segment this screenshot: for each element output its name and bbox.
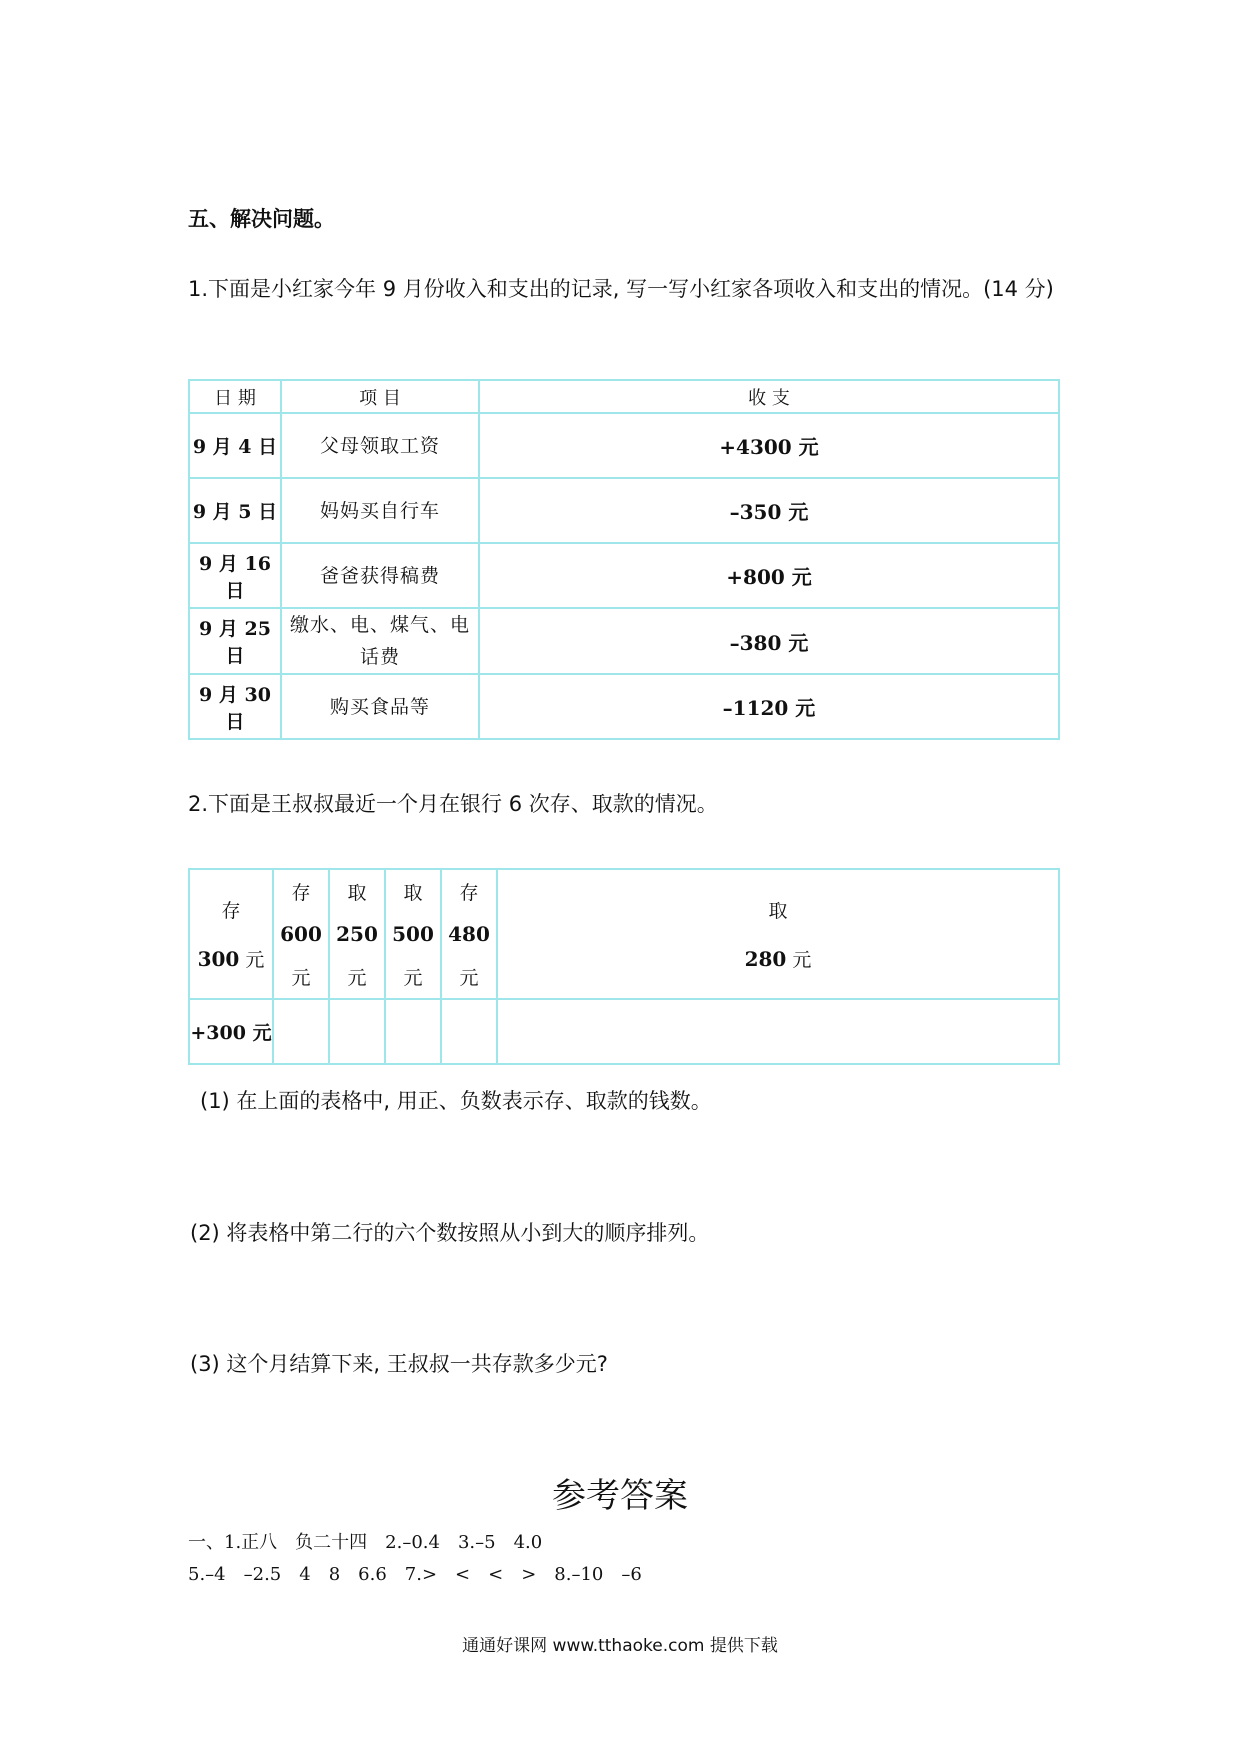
row-item: 购买食品等 [281,674,479,739]
question-2-text: 2.下面是王叔叔最近一个月在银行 6 次存、取款的情况。 [188,792,718,816]
row-item: 父母领取工资 [281,413,479,478]
answer-blank-cell[interactable] [329,999,385,1064]
sub-question-2: (2) 将表格中第二行的六个数按照从小到大的顺序排列。 [190,1221,710,1245]
answer-blank-cell[interactable] [273,999,329,1064]
transaction-cell [273,869,329,999]
transaction-amount: 300 [197,947,240,971]
signed-amount-cell: +300 元 [189,999,273,1064]
transaction-action: 取 [768,900,788,922]
sub-question-3: (3) 这个月结算下来, 王叔叔一共存款多少元? [190,1352,608,1376]
transaction-amount: 280 [744,947,787,971]
row-item: 妈妈买自行车 [281,478,479,543]
transaction-unit: 元 [347,967,367,989]
answer-blank-cell[interactable] [385,999,441,1064]
row-amount: –1120 元 [479,674,1059,739]
transaction-cell [385,869,441,999]
answers-line-2: 5.–4 –2.5 4 8 6.6 7.> < < > 8.–10 –6 [188,1564,642,1585]
table-row [189,413,1059,478]
transaction-amount: 500 [392,922,434,946]
transaction-amount: 600 [280,922,322,946]
table-row [189,608,1059,674]
row-date: 9 月 4 日 [189,413,281,478]
transaction-amount: 480 [448,922,490,946]
row-date: 9 月 16 日 [189,543,281,608]
question-1-text: 1.下面是小红家今年 9 月份收入和支出的记录, 写一写小红家各项收入和支出的情况。(14 分) [188,277,1054,301]
row-amount: +4300 元 [479,413,1059,478]
income-expense-table [188,379,1060,740]
transaction-unit: 元 [459,967,479,989]
transaction-cell [189,869,273,999]
table-row [189,478,1059,543]
transaction-cell [329,869,385,999]
transaction-cell [441,869,497,999]
bank-transaction-table [188,868,1060,1065]
row-date: 9 月 5 日 [189,478,281,543]
transaction-action: 存 [459,882,479,904]
table-row [189,674,1059,739]
answers-line-1: 一、1.正八 负二十四 2.–0.4 3.–5 4.0 [188,1532,543,1553]
answers-title: 参考答案 [552,1476,688,1516]
row-amount: –350 元 [479,478,1059,543]
transaction-action: 取 [347,882,367,904]
answer-blank-cell[interactable] [497,999,1059,1064]
table-header-row [189,380,1059,413]
header-date: 日 期 [189,380,281,413]
transaction-action: 取 [403,882,423,904]
header-item: 项 目 [281,380,479,413]
footer-credit: 通通好课网 www.tthaoke.com 提供下载 [462,1636,778,1656]
row-date: 9 月 30 日 [189,674,281,739]
transaction-amount: 250 [336,922,378,946]
row-item: 缴水、电、煤气、电话费 [281,608,479,674]
transaction-action: 存 [221,900,241,922]
row-item: 爸爸获得稿费 [281,543,479,608]
row-date: 9 月 25 日 [189,608,281,674]
header-amount: 收 支 [479,380,1059,413]
transaction-unit: 元 [245,949,265,971]
transaction-unit: 元 [403,967,423,989]
sub-question-1: (1) 在上面的表格中, 用正、负数表示存、取款的钱数。 [200,1089,712,1113]
transaction-unit: 元 [792,949,812,971]
signed-amount-row [189,999,1059,1064]
transaction-cell [497,869,1059,999]
table-row [189,543,1059,608]
transaction-action: 存 [291,882,311,904]
row-amount: –380 元 [479,608,1059,674]
transaction-unit: 元 [291,967,311,989]
transaction-row [189,869,1059,999]
section-title: 五、解决问题。 [188,207,335,231]
row-amount: +800 元 [479,543,1059,608]
answer-blank-cell[interactable] [441,999,497,1064]
